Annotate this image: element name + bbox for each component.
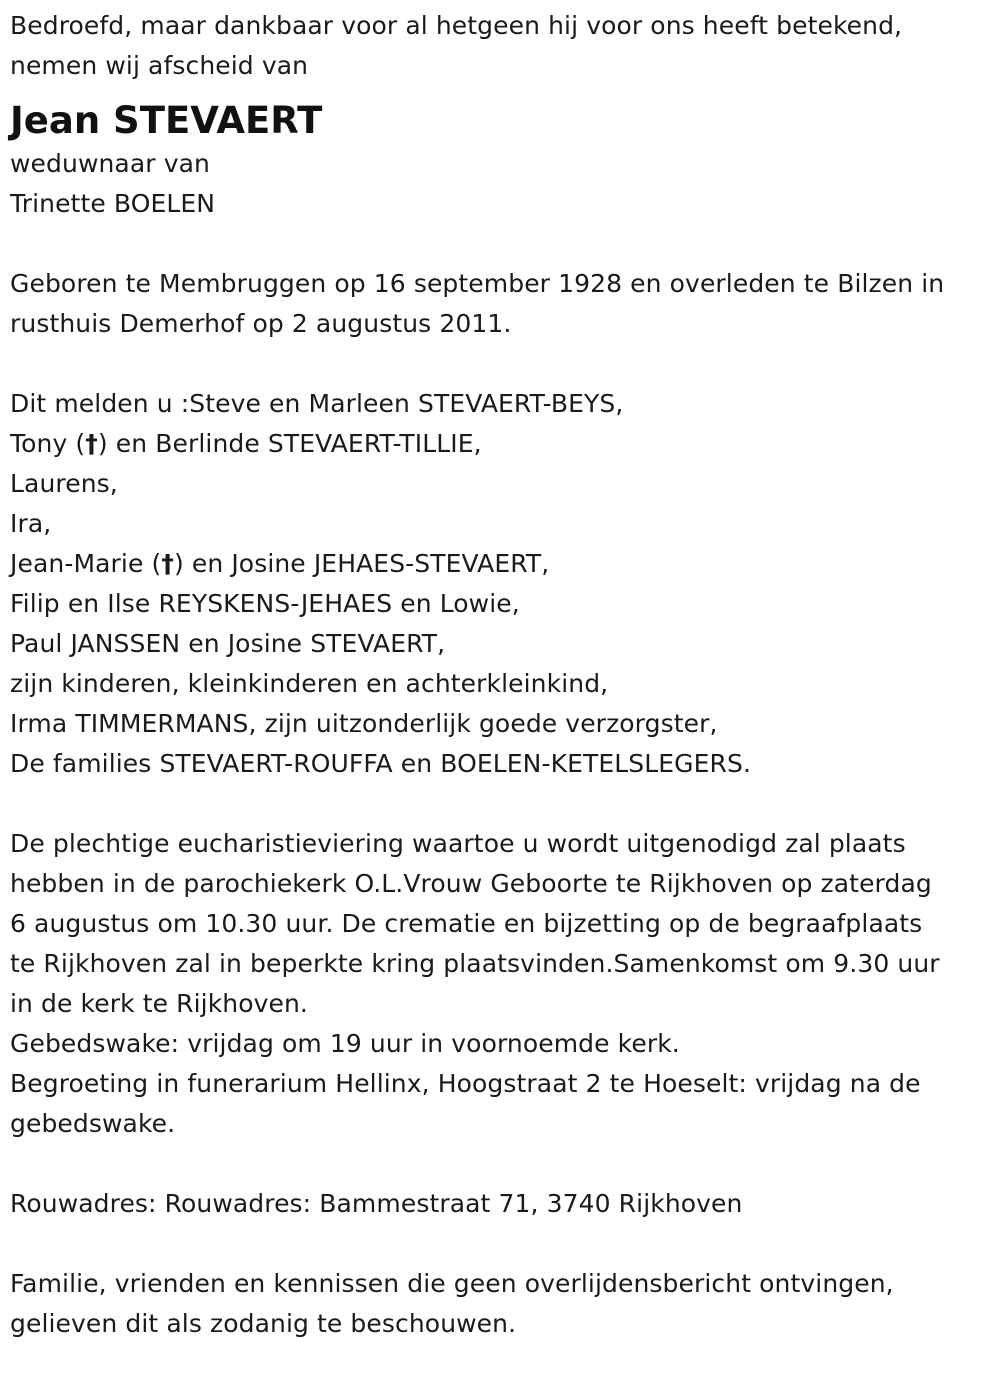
announcer-text: ) en Josine JEHAES-STEVAERT,: [173, 549, 550, 578]
obituary-document: [10, 6, 995, 1344]
ceremony-line-8: gebedswake.: [10, 1109, 176, 1138]
announcer-line-6: Filip en Ilse REYSKENS-JEHAES en Lowie,: [10, 589, 520, 618]
mourning-address: Rouwadres: Rouwadres: Bammestraat 71, 3740 Rijkhoven: [10, 1189, 743, 1218]
ceremony-line-4: te Rijkhoven zal in beperkte kring plaatsvinden.Samenkomst om 9.30 uur: [10, 949, 940, 978]
birth-death-line-1: Geboren te Membruggen op 16 september 1928 en overleden te Bilzen in: [10, 269, 945, 298]
announcer-line-4: Ira,: [10, 509, 52, 538]
deceased-name: Jean STEVAERT: [10, 99, 323, 142]
intro-line-2: nemen wij afscheid van: [10, 51, 309, 80]
announcer-text: ) en Berlinde STEVAERT-TILLIE,: [97, 429, 482, 458]
ceremony-line-6: Gebedswake: vrijdag om 19 uur in voornoemde kerk.: [10, 1029, 680, 1058]
closing-line-2: gelieven dit als zodanig te beschouwen.: [10, 1309, 517, 1338]
cross-icon: †: [161, 549, 174, 578]
announcer-line-10: De families STEVAERT-ROUFFA en BOELEN-KETELSLEGERS.: [10, 749, 752, 778]
announcer-line-7: Paul JANSSEN en Josine STEVAERT,: [10, 629, 446, 658]
deceased-relation: weduwnaar van: [10, 149, 210, 178]
spacer: [10, 784, 995, 824]
spacer: [10, 224, 995, 264]
deceased-spouse: Trinette BOELEN: [10, 189, 216, 218]
announcer-line-2: [10, 424, 995, 464]
birth-death-line-2: rusthuis Demerhof op 2 augustus 2011.: [10, 309, 512, 338]
spacer: [10, 1224, 995, 1264]
cross-icon: †: [85, 429, 98, 458]
ceremony-line-7: Begroeting in funerarium Hellinx, Hoogstraat 2 te Hoeselt: vrijdag na de: [10, 1069, 921, 1098]
announcer-line-3: Laurens,: [10, 469, 118, 498]
announcer-line-1: Dit melden u :Steve en Marleen STEVAERT-BEYS,: [10, 389, 624, 418]
announcer-text: Tony (: [10, 429, 86, 458]
spacer: [10, 344, 995, 384]
announcer-line-8: zijn kinderen, kleinkinderen en achterkleinkind,: [10, 669, 609, 698]
spacer: [10, 1144, 995, 1184]
announcer-line-9: Irma TIMMERMANS, zijn uitzonderlijk goede verzorgster,: [10, 709, 718, 738]
ceremony-line-2: hebben in de parochiekerk O.L.Vrouw Geboorte te Rijkhoven op zaterdag: [10, 869, 932, 898]
ceremony-line-1: De plechtige eucharistieviering waartoe u wordt uitgenodigd zal plaats: [10, 829, 906, 858]
closing-line-1: Familie, vrienden en kennissen die geen overlijdensbericht ontvingen,: [10, 1269, 894, 1298]
ceremony-line-3: 6 augustus om 10.30 uur. De crematie en bijzetting op de begraafplaats: [10, 909, 923, 938]
announcer-text: Jean-Marie (: [10, 549, 162, 578]
ceremony-line-5: in de kerk te Rijkhoven.: [10, 989, 308, 1018]
announcer-line-5: [10, 544, 995, 584]
intro-line-1: Bedroefd, maar dankbaar voor al hetgeen hij voor ons heeft betekend,: [10, 11, 903, 40]
